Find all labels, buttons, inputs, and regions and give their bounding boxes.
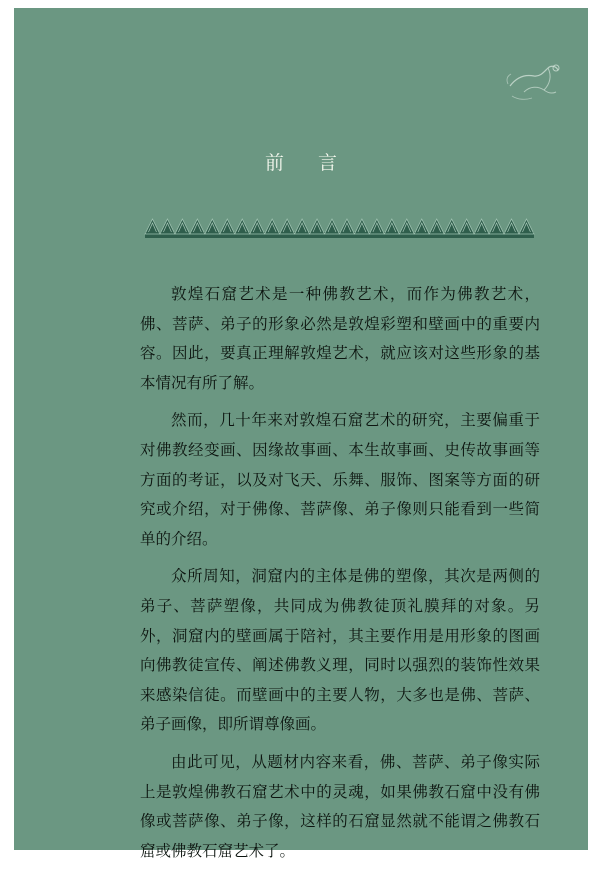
border-triangle (325, 219, 340, 234)
border-triangle (399, 219, 414, 234)
border-triangle (160, 219, 175, 234)
paragraph: 然而，几十年来对敦煌石窟艺术的研究，主要偏重于对佛教经变画、因缘故事画、本生故事画、史传故事画等方面的考证，以及对飞天、乐舞、服饰、图案等方面的研究或介绍，对于佛像、菩萨像、弟子像则只能看到一些简单的介绍。 (140, 411, 540, 548)
border-triangle (444, 219, 459, 234)
paragraph: 众所周知，洞窟内的主体是佛的塑像，其次是两侧的弟子、菩萨塑像，共同成为佛教徒顶礼膜拜的对象。另外，洞窟内的壁画属于陪衬，其主要作用是用形象的图画向佛教徒宣传、阐述佛教义理，同时以强烈的装饰性效果来感染信徒。而壁画中的主要人物，大多也是佛、菩萨、弟子画像，即所谓尊像画。 (140, 567, 540, 734)
border-triangle (235, 219, 250, 234)
border-triangle (339, 219, 354, 234)
border-triangle (519, 219, 534, 234)
border-triangle (310, 219, 325, 234)
border-triangle (250, 219, 265, 234)
border-triangle (504, 219, 519, 234)
border-triangle (175, 219, 190, 234)
border-triangle (265, 219, 280, 234)
border-triangle (489, 219, 504, 234)
border-triangle (384, 219, 399, 234)
border-triangle (205, 219, 220, 234)
border-triangle (429, 219, 444, 234)
border-triangle (459, 219, 474, 234)
border-triangle (295, 219, 310, 234)
border-triangle (280, 219, 295, 234)
flying-apsaras-ornament-icon (504, 56, 564, 106)
page-title: 前 言 (264, 152, 352, 174)
border-triangle (145, 219, 160, 234)
preface-body (140, 280, 540, 874)
border-triangle (474, 219, 489, 234)
paragraph: 由此可见，从题材内容来看，佛、菩萨、弟子像实际上是敦煌佛教石窟艺术中的灵魂，如果佛教石窟中没有佛像或菩萨像、弟子像，这样的石窟显然就不能谓之佛教石窟或佛教石窟艺术了。 (140, 752, 540, 860)
border-triangle (220, 219, 235, 234)
border-triangle (369, 219, 384, 234)
border-triangle (190, 219, 205, 234)
border-triangle (414, 219, 429, 234)
border-triangle (354, 219, 369, 234)
decorative-border-band (145, 218, 534, 238)
book-page (14, 8, 588, 860)
paragraph: 敦煌石窟艺术是一种佛教艺术，而作为佛教艺术，佛、菩萨、弟子的形象必然是敦煌彩塑和壁画中的重要内容。因此，要真正理解敦煌艺术，就应该对这些形象的基本情况有所了解。 (140, 285, 540, 392)
